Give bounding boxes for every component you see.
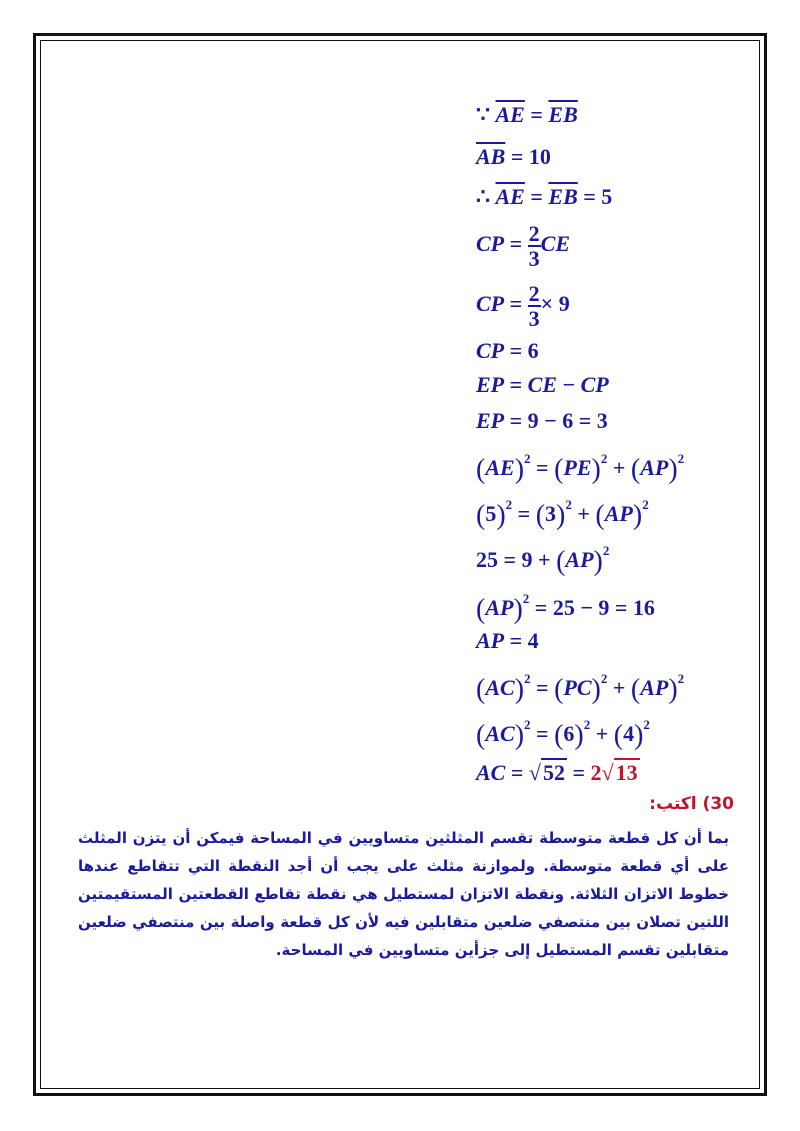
- answer-paragraph: بما أن كل قطعة متوسطة تقسم المثلثين متساويين في المساحة فيمكن أن يتزن المثلث على أي قطعة متوسطة. ولموازنة مثلث على يجب أن أجد النقطة التي تتقاطع عندها خطوط الاتزان الثلاثة. ونقطة الاتزان لمستطيل هي نقطة تقاطع القطعتين المستقيمتين اللتين تصلان بين منتصفي ضلعين متقابلين فيه لأن كل قطعة واصلة بين منتصفي ضلعين متقابلين تقسم المستطيل إلى جزأين متساويين في المساحة.: [78, 829, 729, 959]
- question-heading: [649, 794, 734, 814]
- math-line-9: (AE)$^2$ = (PE)$^2$ + (AP)$^2$: [476, 451, 685, 485]
- question-label: اكتب:: [649, 794, 697, 814]
- math-line-14: (AC)$^2$ = (PC)$^2$ + (AP)$^2$: [476, 671, 685, 705]
- math-line-7: EP = CE − CP: [476, 372, 609, 397]
- math-line-2: $\overline{AB} = 10$: [476, 144, 551, 169]
- math-line-15: $(AC)^2 = (6)^2 + (4)^2$: [476, 717, 650, 751]
- math-line-16: AC = √52 = 2√13: [476, 760, 638, 785]
- math-line-8: EP = 9 − 6 = 3: [476, 408, 608, 433]
- math-line-3: ∴ $\overline{AE} = \overline{EB} = 5$: [476, 184, 613, 209]
- math-line-6: CP = 6: [476, 338, 539, 363]
- math-line-1: ∵ $\overline{AE} = \overline{EB}$: [476, 102, 578, 127]
- math-line-12: (AP)$^2$ = 25 − 9 = 16: [476, 591, 655, 625]
- math-line-13: AP = 4: [476, 628, 539, 653]
- question-number: 30): [702, 794, 734, 814]
- math-line-4: CP = $\frac{2}{3}$ CE: [476, 221, 571, 272]
- math-line-10: $(5)^2 = (3)^2 + (AP)^2$: [476, 497, 649, 531]
- math-line-11: 25 = 9 + (AP)$^2$: [476, 543, 610, 577]
- math-line-5: CP = $\frac{2}{3}$ × 9: [476, 281, 570, 332]
